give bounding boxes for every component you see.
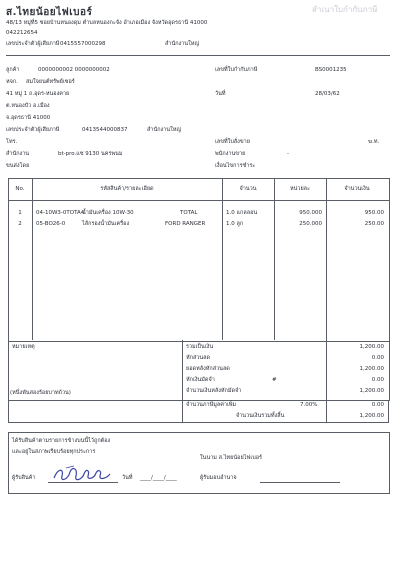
col-description: รหัสสินค้า/รายละเอียด <box>100 186 154 192</box>
faint-header-mark: สำเนาใบกำกับภาษี <box>312 5 378 14</box>
staff-label: พนักงานขาย <box>215 151 246 157</box>
handwritten-signature <box>52 464 114 484</box>
deposit-value: 0.00 <box>371 377 384 383</box>
doc-date-label: วันที่ <box>215 91 226 97</box>
customer-tax-id: 0413544000837 <box>82 127 128 133</box>
phone-label: โทร. <box>6 139 18 145</box>
delivery-suffix: ฆ.ท. <box>368 139 380 145</box>
received-statement-1: ได้รับสินค้าตามรายการข้างบนนี้ไว้ถูกต้อง <box>12 438 111 444</box>
subtotal-label: รวมเป็นเงิน <box>186 344 214 350</box>
vat-label: จำนวนภาษีมูลค่าเพิ่ม <box>186 402 237 408</box>
table-row-code: 05-BO26-0 <box>36 221 66 227</box>
company-tax-id: 0415557000298 <box>60 41 106 47</box>
note-label: ขนส่งโดย <box>6 163 30 169</box>
items-table <box>8 178 390 342</box>
customer-code-label: ลูกค้า <box>6 67 20 73</box>
company-address: 48/13 หมู่ที่5 ซอยบ้านหนองดุม ตำบลหนองกะจัง อำเภอเมือง จังหวัดอุดรธานี 41000 <box>6 20 208 26</box>
pre-vat-label: จำนวนเงินหลังหักมัดจำ <box>186 388 242 394</box>
customer-name: สมใจยนต์ทรัพย์เซอร์ <box>26 79 75 85</box>
grand-total-value: 1,200.00 <box>359 413 384 419</box>
company-branch: สำนักงานใหญ่ <box>165 41 200 47</box>
discount-label: หักส่วนลด <box>186 355 211 361</box>
table-row-unit-price: 950.000 <box>299 210 322 216</box>
col-unit-price: หน่วยละ <box>289 186 311 192</box>
table-row-amount: 250.00 <box>364 221 384 227</box>
table-row-qty: 1.0 ลูก <box>226 221 244 227</box>
salesperson-value: bt-pro.แซ 9130 นครพนม <box>58 151 123 157</box>
doc-number: BS0001235 <box>315 67 347 73</box>
table-row-code: 04-10W3-0TOTA4 <box>36 210 85 216</box>
customer-tax-id-label: เลขประจำตัวผู้เสียภาษี <box>6 127 60 133</box>
doc-number-label: เลขที่ใบกำกับภาษี <box>215 67 258 73</box>
deposit-ref: # <box>272 377 277 383</box>
header-divider <box>6 55 390 56</box>
receiver-date-blanks: ____/____/____ <box>140 475 177 481</box>
col-amount: จำนวนเงิน <box>344 186 370 192</box>
items-header-divider <box>8 200 389 201</box>
payment-condition-label: เงื่อนไขการชำระ <box>215 163 256 169</box>
receiver-label: ผู้รับสินค้า <box>12 475 36 481</box>
col-qty: จำนวน <box>239 186 257 192</box>
vat-rate: 7.00% <box>300 402 318 408</box>
customer-code: 0000000002 0000000002 <box>38 67 110 73</box>
col-no: No. <box>15 186 25 192</box>
table-row-no: 2 <box>18 221 22 227</box>
customer-address-2: ต.หนองบัว อ.เมือง <box>6 103 50 109</box>
company-name: ส.ไทยน้อยไฟเบอร์ <box>6 7 93 18</box>
table-row-brand: TOTAL <box>180 210 198 216</box>
authorized-label: ผู้รับมอบอำนาจ <box>200 475 237 481</box>
table-row-brand: FORD RANGER <box>165 221 206 227</box>
pre-vat-value: 1,200.00 <box>359 388 384 394</box>
customer-branch: สำนักงานใหญ่ <box>147 127 182 133</box>
after-discount-label: ยอดหลังหักส่วนลด <box>186 366 230 372</box>
on-behalf-label: ในนาม ส.ไทยน้อยไฟเบอร์ <box>200 455 262 461</box>
receiver-date-label: วันที่ <box>122 475 133 481</box>
amount-in-words-label: (หนึ่งพันสองร้อยบาทถ้วน) <box>10 390 71 396</box>
subtotal-value: 1,200.00 <box>359 344 384 350</box>
deposit-label: หักเงินมัดจำ <box>186 377 215 383</box>
delivery-no-label: เลขที่ใบสั่งขาย <box>215 139 250 145</box>
salesperson-label: สำนักงาน <box>6 151 30 157</box>
received-statement-2: และอยู่ในสภาพเรียบร้อยทุกประการ <box>12 449 96 455</box>
table-row-no: 1 <box>18 210 22 216</box>
customer-name-label: หจก. <box>6 79 18 85</box>
customer-address-3: จ.อุดรธานี 41000 <box>6 115 51 121</box>
table-row-qty: 1.0 แกลลอน <box>226 210 258 216</box>
vat-value: 0.00 <box>371 402 384 408</box>
table-row-description: น้ำมันเครื่อง 10W-30 <box>82 210 134 216</box>
customer-address-1: 41 หมู่ 1 ถ.อุดร-หนองคาย <box>6 91 70 97</box>
company-tax-id-label: เลขประจำตัวผู้เสียภาษี <box>6 41 60 47</box>
discount-value: 0.00 <box>371 355 384 361</box>
remarks-label: หมายเหตุ <box>12 344 35 350</box>
table-row-amount: 950.00 <box>364 210 384 216</box>
authorized-signature-line <box>260 482 340 483</box>
table-row-description: ไส้กรองน้ำมันเครื่อง <box>82 221 130 227</box>
table-row-unit-price: 250.000 <box>299 221 322 227</box>
company-phone: 042212654 <box>6 30 38 36</box>
doc-date: 28/03/62 <box>315 91 340 97</box>
staff-value: - <box>287 151 289 157</box>
grand-total-label: จำนวนเงินรวมทั้งสิ้น <box>236 413 285 419</box>
after-discount-value: 1,200.00 <box>359 366 384 372</box>
